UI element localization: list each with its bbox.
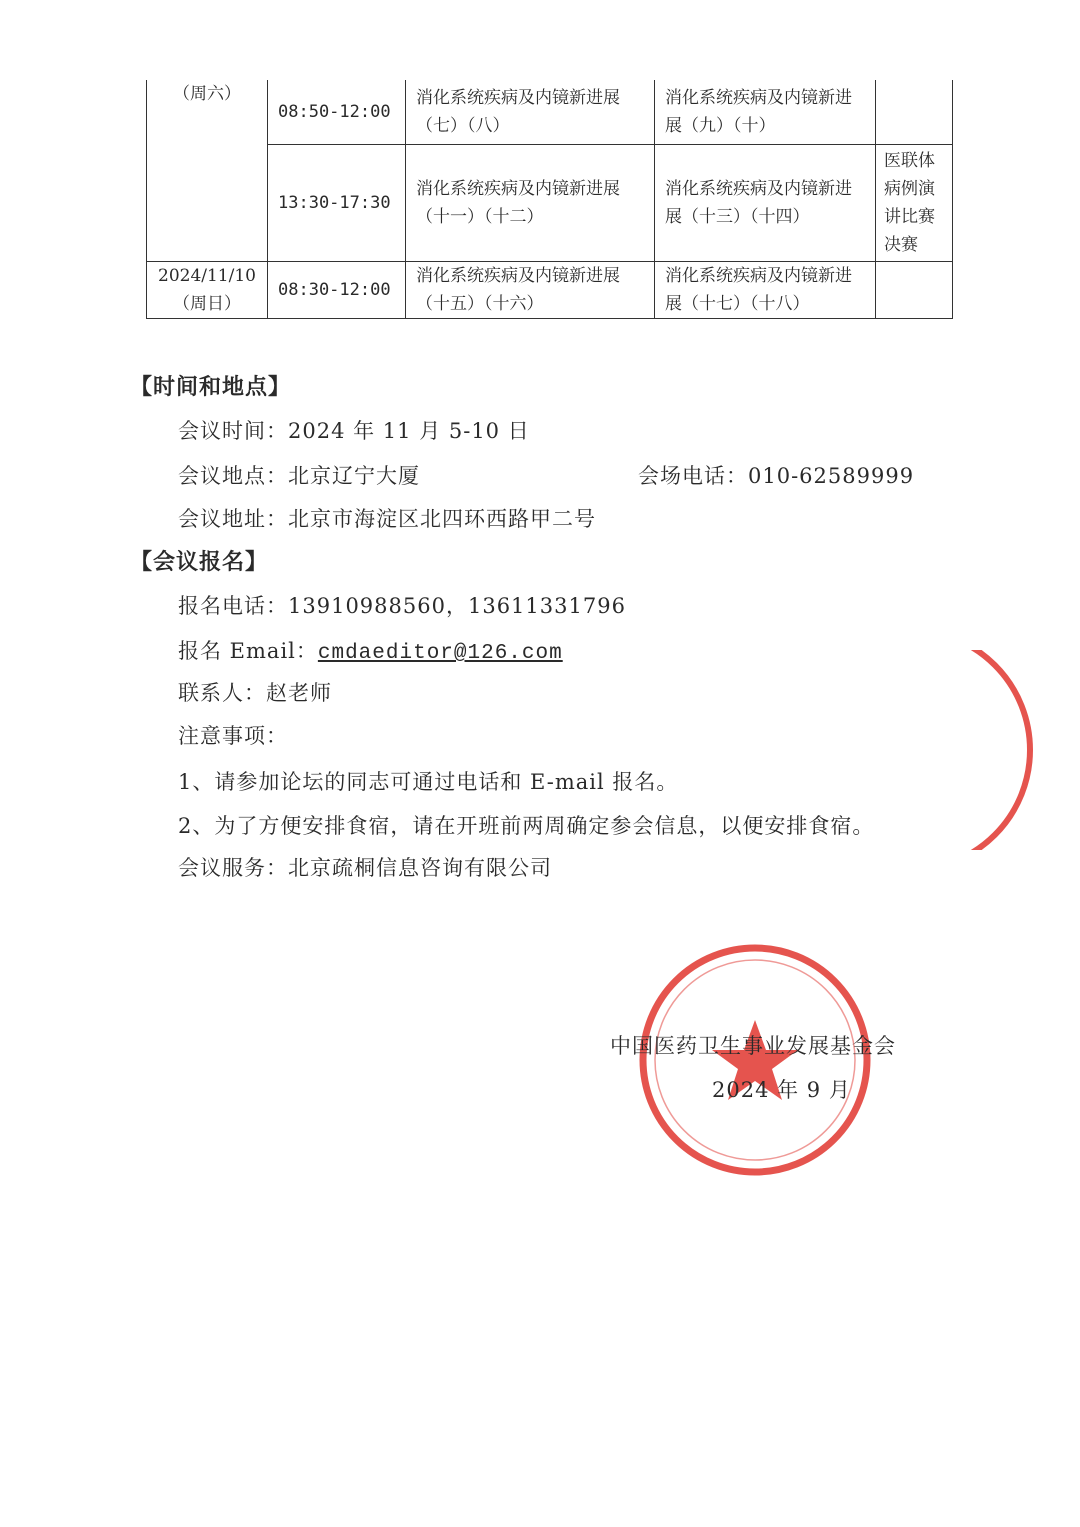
time-cell: 13:30-17:30 [268,144,406,261]
signature-org: 中国医药卫生事业发展基金会 [610,1034,896,1058]
official-seal [635,940,875,1180]
contact-person: 联系人：赵老师 [178,681,332,705]
other-cell [876,80,953,144]
time-cell: 08:50-12:00 [268,80,406,144]
weekday: （周六） [173,84,241,104]
session-cell: 消化系统疾病及内镜新进展（十一）（十二） [406,144,655,261]
table-row [147,144,953,261]
registration-phone: 报名电话：13910988560，13611331796 [178,594,626,618]
note-1: 1、请参加论坛的同志可通过电话和 E-mail 报名。 [178,770,679,794]
signature-date: 2024 年 9 月 [712,1078,851,1102]
session-cell: 消化系统疾病及内镜新进展（九）（十） [655,80,876,144]
notes-title: 注意事项： [178,724,288,748]
table-row [147,80,953,144]
date: 2024/11/10 [158,265,256,286]
email-link[interactable]: cmdaeditor@126.com [317,642,563,665]
meeting-service: 会议服务：北京疏桐信息咨询有限公司 [178,856,552,880]
meeting-venue: 会议地点：北京辽宁大厦 [178,464,420,488]
email-label: 报名 Email： [178,639,318,663]
table-row [147,261,953,318]
note-2: 2、为了方便安排食宿，请在开班前两周确定参会信息，以便安排食宿。 [178,814,875,838]
other-cell [876,261,953,318]
meeting-address: 会议地址：北京市海淀区北四环西路甲二号 [178,507,596,531]
session-cell: 消化系统疾病及内镜新进展（十七）（十八） [655,261,876,318]
partial-seal-edge [950,650,1040,850]
session-cell: 消化系统疾病及内镜新进展（十五）（十六） [406,261,655,318]
other-cell: 医联体病例演讲比赛决赛 [876,144,953,261]
venue-phone: 会场电话：010-62589999 [638,464,915,488]
section-heading-time-place: 【时间和地点】 [130,375,292,400]
registration-email-row [178,635,563,665]
meeting-time: 会议时间：2024 年 11 月 5-10 日 [178,419,530,443]
date-cell [147,80,268,261]
section-heading-registration: 【会议报名】 [130,550,269,575]
weekday: （周日） [173,293,241,314]
session-cell: 消化系统疾病及内镜新进展（七）（八） [406,80,655,144]
date-cell [147,261,268,318]
session-cell: 消化系统疾病及内镜新进展（十三）（十四） [655,144,876,261]
time-cell: 08:30-12:00 [268,261,406,318]
schedule-table [146,80,953,319]
